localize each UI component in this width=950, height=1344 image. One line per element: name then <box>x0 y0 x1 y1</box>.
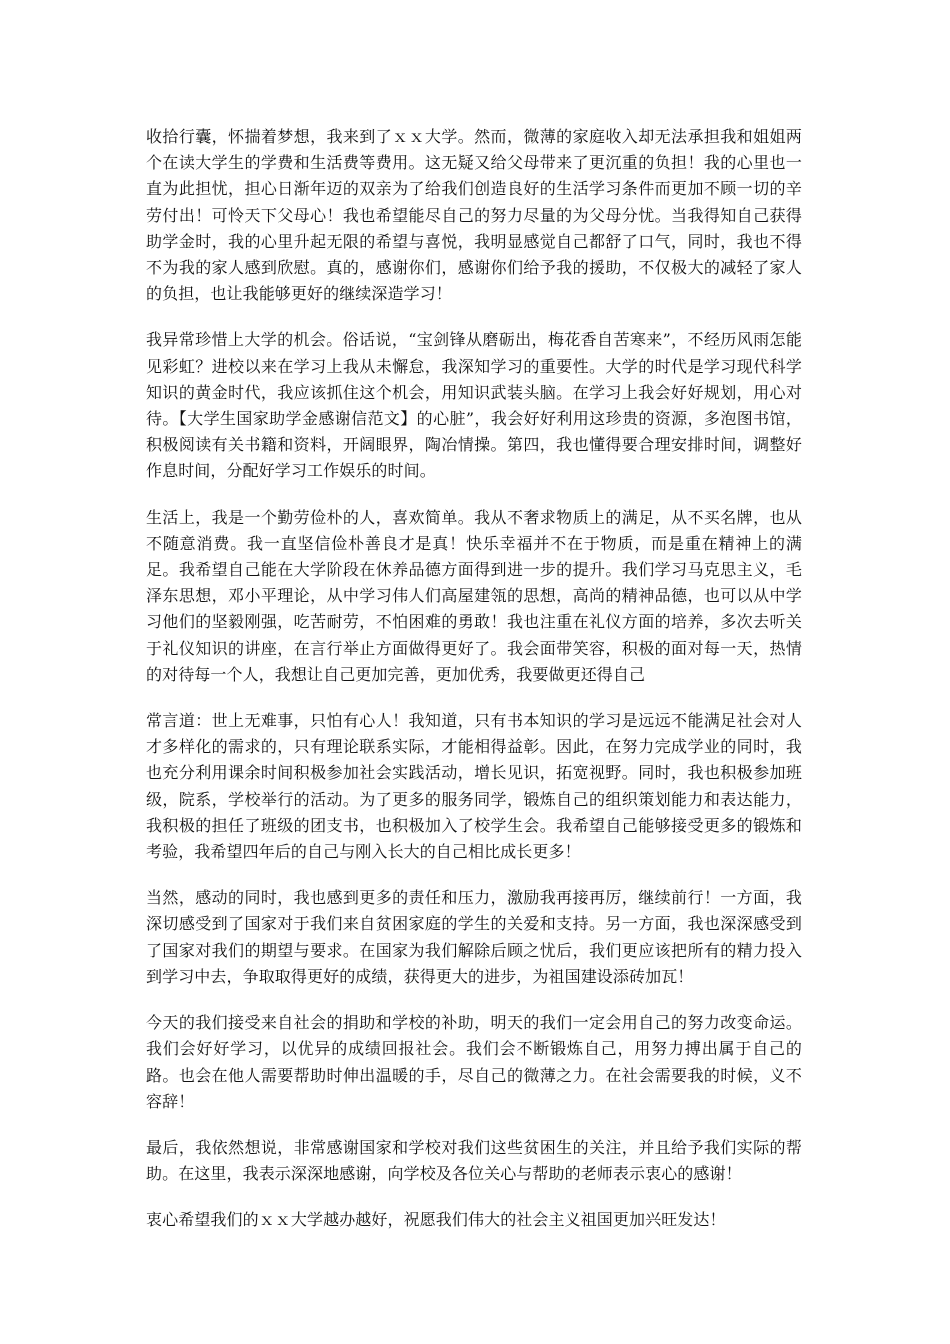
paragraph-7: 最后，我依然想说，非常感谢国家和学校对我们这些贫困生的关注，并且给予我们实际的帮助。在这里，我表示深深地感谢，向学校及各位关心与帮助的老师表示衷心的感谢！ <box>146 1137 802 1184</box>
paragraph-5: 当然，感动的同时，我也感到更多的责任和压力，激励我再接再厉，继续前行！一方面，我深切感受到了国家对于我们来自贫困家庭的学生的关爱和支持。另一方面，我也深深感受到了国家对我们的期望与要求。在国家为我们解除后顾之忧后，我们更应该把所有的精力投入到学习中去，争取取得更好的成绩，获得更大的进步，为祖国建设添砖加瓦！ <box>146 888 802 986</box>
paragraph-6: 今天的我们接受来自社会的捐助和学校的补助，明天的我们一定会用自己的努力改变命运。我们会好好学习，以优异的成绩回报社会。我们会不断锻炼自己，用努力搏出属于自己的路。也会在他人需要帮助时伸出温暖的手，尽自己的微薄之力。在社会需要我的时候，义不容辞！ <box>146 1013 802 1111</box>
document-body <box>146 124 802 1254</box>
paragraph-2: 我异常珍惜上大学的机会。俗话说，“宝剑锋从磨砺出，梅花香自苦寒来”，不经历风雨怎能见彩虹？进校以来在学习上我从未懈怠，我深知学习的重要性。大学的时代是学习现代科学知识的黄金时代，我应该抓住这个机会，用知识武装头脑。在学习上我会好好规划，用心对待。【大学生国家助学金感谢信范文】的心脏”，我会好好利用这珍贵的资源，多泡图书馆，积极阅读有关书籍和资料，开阔眼界，陶冶情操。第四，我也懂得要合理安排时间，调整好作息时间，分配好学习工作娱乐的时间。 <box>146 330 802 481</box>
paragraph-3: 生活上，我是一个勤劳俭朴的人，喜欢简单。我从不奢求物质上的满足，从不买名牌，也从不随意消费。我一直坚信俭朴善良才是真！快乐幸福并不在于物质，而是重在精神上的满足。我希望自己能在大学阶段在休养品德方面得到进一步的提升。我们学习马克思主义，毛泽东思想，邓小平理论，从中学习伟人们高屋建瓴的思想，高尚的精神品德，也可以从中学习他们的坚毅刚强，吃苦耐劳，不怕困难的勇敢！我也注重在礼仪方面的培养，多次去听关于礼仪知识的讲座，在言行举止方面做得更好了。我会面带笑容，积极的面对每一天，热情的对待每一个人，我想让自己更加完善，更加优秀，我要做更还得自己 <box>146 507 802 684</box>
paragraph-1: 收拾行囊，怀揣着梦想，我来到了ｘｘ大学。然而，微薄的家庭收入却无法承担我和姐姐两个在读大学生的学费和生活费等费用。这无疑又给父母带来了更沉重的负担！我的心里也一直为此担忧，担心日渐年迈的双亲为了给我们创造良好的生活学习条件而更加不顾一切的辛劳付出！可怜天下父母心！我也希望能尽自己的努力尽量的为父母分忧。当我得知自己获得助学金时，我的心里升起无限的希望与喜悦，我明显感觉自己都舒了口气，同时，我也不得不为我的家人感到欣慰。真的，感谢你们，感谢你们给予我的援助，不仅极大的减轻了家人的负担，也让我能够更好的继续深造学习！ <box>146 127 802 304</box>
paragraph-4: 常言道：世上无难事，只怕有心人！我知道，只有书本知识的学习是远远不能满足社会对人才多样化的需求的，只有理论联系实际，才能相得益彰。因此，在努力完成学业的同时，我也充分利用课余时间积极参加社会实践活动，增长见识，拓宽视野。同时，我也积极参加班级，院系，学校举行的活动。为了更多的服务同学，锻炼自己的组织策划能力和表达能力，我积极的担任了班级的团支书，也积极加入了校学生会。我希望自己能够接受更多的锻炼和考验，我希望四年后的自己与刚入长大的自己相比成长更多！ <box>146 711 802 862</box>
paragraph-8: 衷心希望我们的ｘｘ大学越办越好，祝愿我们伟大的社会主义祖国更加兴旺发达！ <box>146 1210 726 1230</box>
